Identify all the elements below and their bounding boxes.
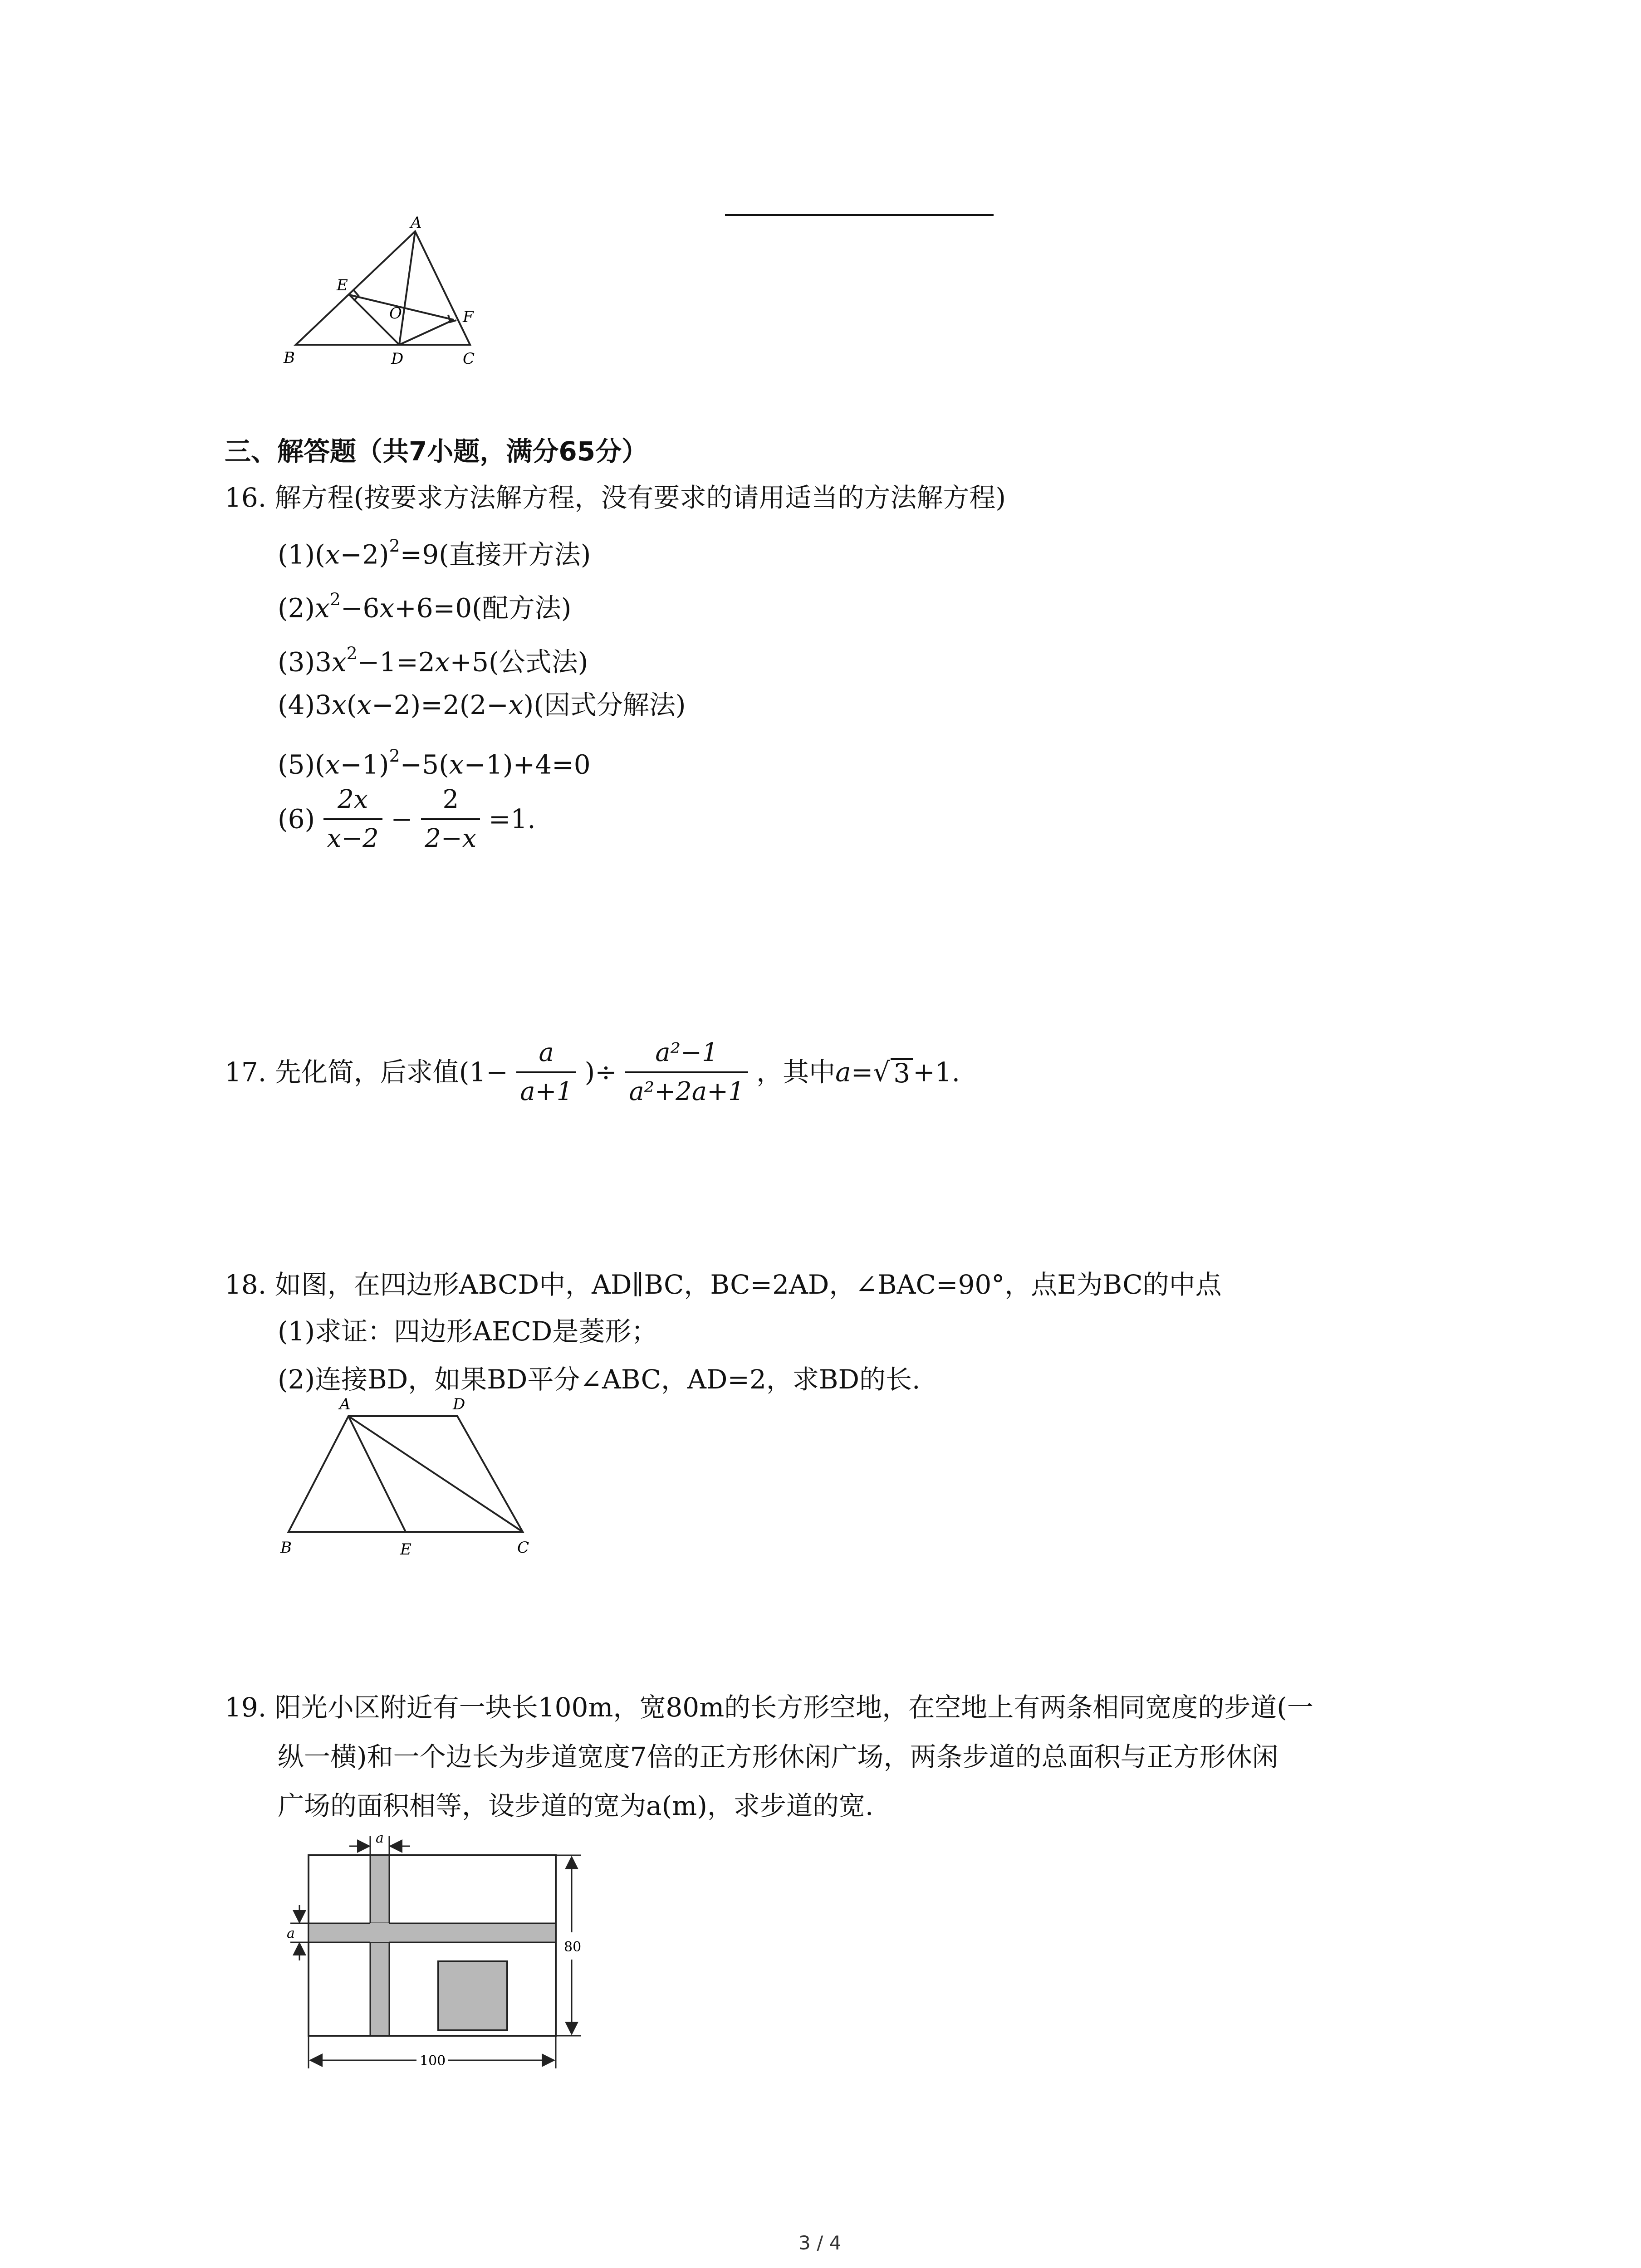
label-D: D — [453, 1395, 465, 1413]
label-B: B — [280, 1539, 292, 1557]
q19-number: 19. — [225, 1692, 267, 1723]
q17-number: 17. — [225, 1056, 267, 1088]
q17: 17. 先化简，后求值(1− $\frac{a}{a+1}$ )÷ $\frac{\text{a²−1}}{\text{a²+2a+1}}$ ，其中a=√ 3 +1. — [225, 1038, 960, 1106]
label-O: O — [389, 304, 402, 323]
q19-line1: 19. 阳光小区附近有一块长100m，宽80m的长方形空地，在空地上有两条相同宽度的步道(一 — [225, 1692, 1313, 1723]
q16-part2: $(2)x^2-6x+6=0$(配方法) — [278, 589, 572, 624]
q18-number: 18. — [225, 1269, 267, 1300]
q16-fraction-2: $\frac{2}{2-x}$ — [421, 786, 480, 852]
label-E: E — [400, 1540, 411, 1558]
label-F: F — [463, 308, 474, 326]
label-B: B — [284, 349, 295, 367]
q19-line2: 纵一横)和一个边长为步道宽度7倍的正方形休闲广场，两条步道的总面积与正方形休闲 — [278, 1741, 1279, 1772]
label-A: A — [411, 214, 422, 232]
q16-part4: (4)3x(x−2)=2(2−x)(因式分解法) — [278, 689, 686, 720]
q18-part1: (1)求证：四边形AECD是菱形； — [278, 1316, 658, 1347]
q16-part1: $(1)(x-2)^2=9$(直接开方法) — [278, 536, 591, 570]
q16-part3: $(3)3x^2-1=2x+5$(公式法) — [278, 643, 588, 678]
label-E: E — [337, 276, 348, 294]
section-heading: 三、解答题（共7小题，满分65分） — [225, 436, 648, 467]
dim-a-left: a — [287, 1926, 295, 1941]
q19-line3: 广场的面积相等，设步道的宽为a(m)，求步道的宽. — [278, 1790, 874, 1821]
dim-a-top: a — [376, 1830, 384, 1846]
q17-sqrt: 3 — [891, 1058, 913, 1086]
q16-text: 解方程(按要求方法解方程，没有要求的请用适当的方法解方程) — [274, 482, 1006, 513]
label-A: A — [339, 1395, 351, 1413]
label-C: C — [517, 1539, 529, 1557]
q16-number: 16. — [225, 482, 267, 513]
land-figure — [281, 1828, 599, 2082]
q18-stem: 18. 如图，在四边形ABCD中，AD∥BC，BC=2AD，∠BAC=90°，点E为BC的中点 — [225, 1269, 1222, 1300]
triangle-figure — [268, 213, 504, 376]
q16-stem — [225, 484, 1006, 511]
q16-part5: $(5)(x-1)^2-5(x-1)+4=0$ — [278, 746, 591, 780]
q17-fraction-2: $\frac{\text{a²−1}}{\text{a²+2a+1}}$ — [625, 1039, 748, 1105]
quadrilateral-figure — [272, 1390, 544, 1558]
dim-height: 80 — [564, 1939, 582, 1955]
dim-width: 100 — [420, 2053, 446, 2069]
page-number: 3 / 4 — [798, 2232, 842, 2254]
q16-part6: (6) $\frac{2x}{x-2}$ − $\frac{2}{2-x}$ =1. — [278, 785, 536, 853]
label-C: C — [463, 350, 475, 368]
q17-fraction-1: $\frac{a}{a+1}$ — [516, 1039, 576, 1105]
answer-blank-line — [725, 214, 994, 216]
q18-part2: (2)连接BD，如果BD平分∠ABC，AD=2，求BD的长. — [278, 1364, 921, 1395]
label-D: D — [391, 350, 404, 368]
q16-fraction-1: $\frac{2x}{x-2}$ — [323, 786, 382, 852]
